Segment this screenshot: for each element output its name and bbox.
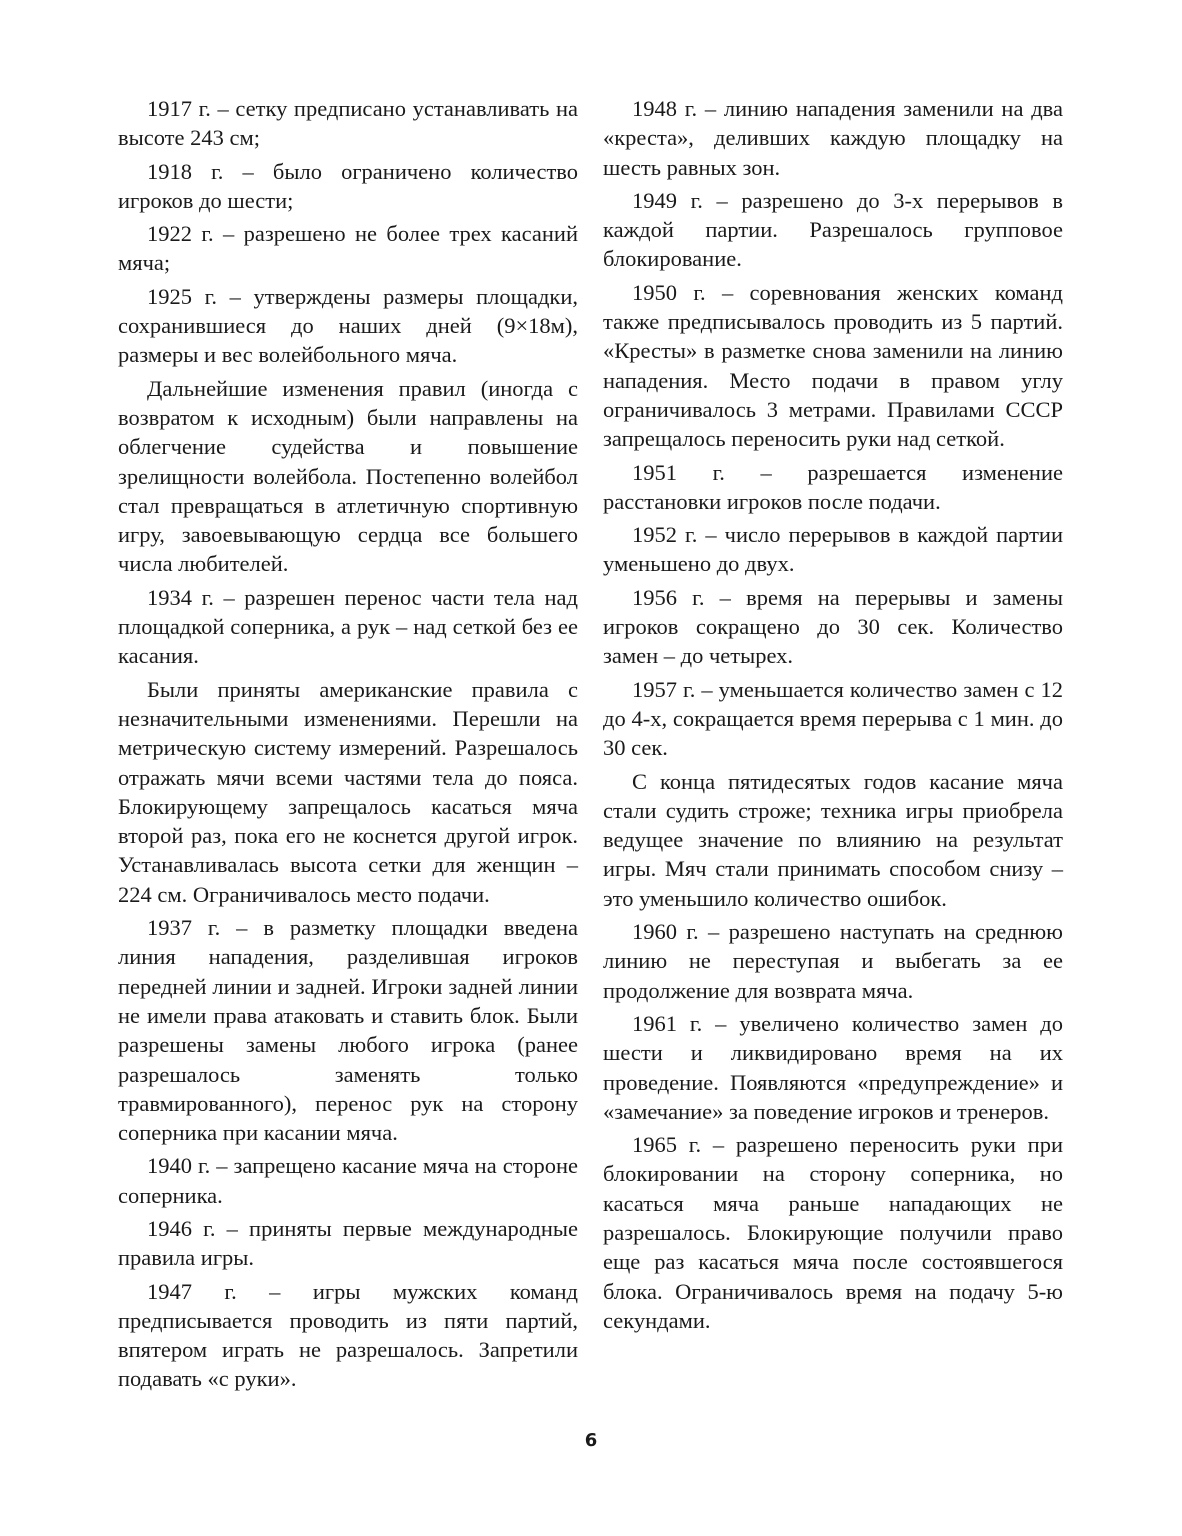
paragraph: 1918 г. – было ограничено количество игроков до шести; bbox=[118, 158, 578, 213]
paragraph: 1948 г. – линию нападения заменили на два «креста», деливших каждую площадку на шесть равных зон. bbox=[603, 96, 1063, 180]
paragraph: 1925 г. – утверждены размеры площадки, сохранившиеся до наших дней (9×18м), размеры и вес волейбольного мяча. bbox=[118, 283, 578, 368]
paragraph: Дальнейшие изменения правил (иногда с возвратом к исходным) были направлены на облегчение судейства и повышение зрелищности волейбола. Постепенно волейбол стал превращаться в атлетичную спортивную игру, завоевывающую сердца все большего числа любителей. bbox=[118, 375, 578, 577]
paragraph: 1961 г. – увеличено количество замен до шести и ликвидировано время на их проведение. Появляются «предупреждение» и «замечание» за поведение игроков и тренеров. bbox=[603, 1010, 1063, 1124]
paragraph: 1957 г. – уменьшается количество замен с 12 до 4-х, сокращается время перерыва с 1 мин. до 30 сек. bbox=[603, 676, 1063, 761]
paragraph: 1965 г. – разрешено переносить руки при блокировании на сторону соперника, но касаться мяча раньше нападающих не разрешалось. Блокирующие получили право еще раз касаться мяча после состоявшегося блока. Ограничивалось время на подачу 5-ю секундами. bbox=[603, 1132, 1063, 1333]
paragraph: Были приняты американские правила с незначительными изменениями. Перешли на метрическую систему измерений. Разрешалось отражать мячи всеми частями тела до пояса. Блокирующему запрещалось касаться мяча второй раз, пока его не коснется другой игрок. Устанавливалась высота сетки для женщин – 224 см. Ограничивалось место подачи. bbox=[118, 676, 578, 907]
paragraph: 1960 г. – разрешено наступать на среднюю линию не переступая и выбегать за ее продолжение для возврата мяча. bbox=[603, 919, 1063, 1003]
paragraph: 1949 г. – разрешено до 3-х перерывов в каждой партии. Разрешалось групповое блокирование. bbox=[603, 187, 1063, 272]
paragraph: 1950 г. – соревнования женских команд также предписывалось проводить из 5 партий. «Кресты» в разметке снова заменили на линию нападения. Место подачи в правом углу ограничивалось 3 метрами. Правилами СССР запрещалось переносить руки над сеткой. bbox=[603, 279, 1063, 452]
paragraph: С конца пятидесятых годов касание мяча стали судить строже; техника игры приобрела ведущее значение по влиянию на результат игры. Мяч стали принимать способом снизу – это уменьшило количество ошибок. bbox=[603, 768, 1063, 911]
paragraph: 1934 г. – разрешен перенос части тела над площадкой соперника, а рук – над сеткой без ее касания. bbox=[118, 584, 578, 669]
paragraph: 1946 г. – приняты первые международные правила игры. bbox=[118, 1215, 578, 1271]
left-text-column bbox=[118, 94, 578, 1398]
paragraph: 1917 г. – сетку предписано устанавливать на высоте 243 см; bbox=[118, 96, 578, 151]
page-number: 6 bbox=[584, 1430, 598, 1451]
paragraph: 1940 г. – запрещено касание мяча на стороне соперника. bbox=[118, 1153, 578, 1208]
paragraph: 1952 г. – число перерывов в каждой партии уменьшено до двух. bbox=[603, 522, 1063, 577]
paragraph: 1922 г. – разрешено не более трех касаний мяча; bbox=[118, 221, 578, 276]
paragraph: 1947 г. – игры мужских команд предписывается проводить из пяти партий, впятером играть не разрешалось. Запретили подавать «с руки». bbox=[118, 1278, 578, 1392]
paragraph: 1956 г. – время на перерывы и замены игроков сокращено до 30 сек. Количество замен – до четырех. bbox=[603, 584, 1063, 669]
paragraph: 1937 г. – в разметку площадки введена линия нападения, разделившая игроков передней линии и задней. Игроки задней линии не имели права атаковать и ставить блок. Были разрешены замены любого игрока (ранее разрешалось заменять только травмированного), перенос рук на сторону соперника при касании мяча. bbox=[118, 915, 578, 1146]
paragraph: 1951 г. – разрешается изменение расстановки игроков после подачи. bbox=[603, 459, 1063, 514]
right-text-column bbox=[603, 94, 1063, 1339]
